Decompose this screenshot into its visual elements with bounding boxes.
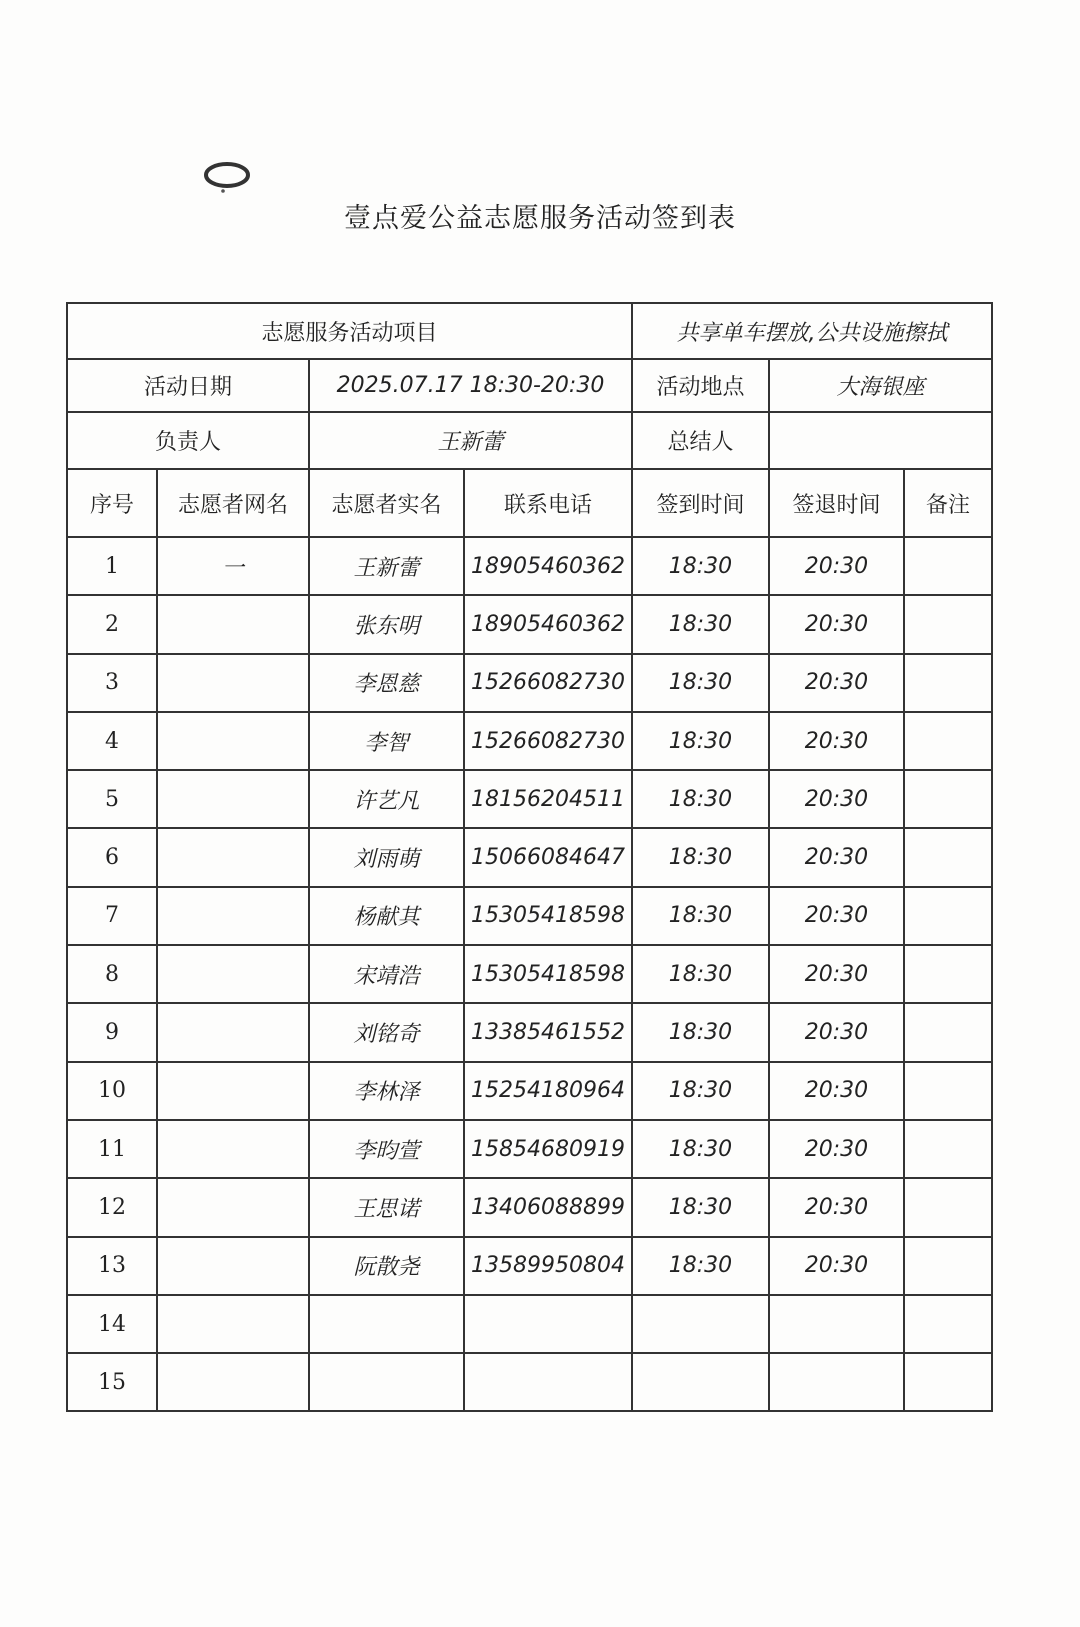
- leader-row: [67, 412, 992, 469]
- cell-seq: 11: [67, 1120, 157, 1178]
- cell-nickname: [157, 1353, 309, 1411]
- sign-in-sheet: [66, 302, 993, 1412]
- cell-note: [904, 1295, 992, 1353]
- cell-note: [904, 1003, 992, 1061]
- header-row: [67, 469, 992, 537]
- cell-note: [904, 1353, 992, 1411]
- cell-nickname: [157, 1120, 309, 1178]
- header-real-name: 志愿者实名: [309, 469, 464, 537]
- summarizer-label: 总结人: [632, 412, 769, 469]
- cell-note: [904, 654, 992, 712]
- cell-seq: 10: [67, 1062, 157, 1120]
- cell-nickname: [157, 1295, 309, 1353]
- table-row: [67, 945, 992, 1003]
- cell-phone: 15305418598: [464, 945, 632, 1003]
- logo-mark-icon: [203, 160, 255, 194]
- table-row: [67, 1062, 992, 1120]
- header-nickname: 志愿者网名: [157, 469, 309, 537]
- cell-nickname: [157, 887, 309, 945]
- cell-note: [904, 1178, 992, 1236]
- cell-sign-out-time: 20:30: [769, 887, 904, 945]
- cell-note: [904, 595, 992, 653]
- cell-note: [904, 1120, 992, 1178]
- cell-sign-in-time: 18:30: [632, 770, 769, 828]
- header-sign-out-time: 签退时间: [769, 469, 904, 537]
- cell-sign-out-time: 20:30: [769, 828, 904, 886]
- cell-real-name: [309, 1295, 464, 1353]
- project-value: 共享单车摆放,公共设施擦拭: [632, 303, 992, 359]
- cell-sign-out-time: 20:30: [769, 770, 904, 828]
- cell-seq: 7: [67, 887, 157, 945]
- cell-sign-in-time: 18:30: [632, 1062, 769, 1120]
- cell-phone: 18905460362: [464, 595, 632, 653]
- cell-sign-in-time: 18:30: [632, 1237, 769, 1295]
- cell-seq: 8: [67, 945, 157, 1003]
- cell-phone: 15266082730: [464, 654, 632, 712]
- cell-phone: 13589950804: [464, 1237, 632, 1295]
- location-value: 大海银座: [769, 359, 992, 412]
- summarizer-value: [769, 412, 992, 469]
- cell-note: [904, 537, 992, 595]
- table-row: [67, 1003, 992, 1061]
- date-value: 2025.07.17 18:30-20:30: [309, 359, 632, 412]
- cell-nickname: 一: [157, 537, 309, 595]
- header-sign-in-time: 签到时间: [632, 469, 769, 537]
- cell-real-name: 许艺凡: [309, 770, 464, 828]
- cell-nickname: [157, 712, 309, 770]
- header-note: 备注: [904, 469, 992, 537]
- cell-sign-out-time: 20:30: [769, 945, 904, 1003]
- cell-real-name: 刘雨萌: [309, 828, 464, 886]
- cell-seq: 3: [67, 654, 157, 712]
- cell-real-name: 宋靖浩: [309, 945, 464, 1003]
- table-row: [67, 1237, 992, 1295]
- cell-real-name: 李恩慈: [309, 654, 464, 712]
- date-label: 活动日期: [67, 359, 309, 412]
- cell-phone: 13385461552: [464, 1003, 632, 1061]
- cell-sign-out-time: 20:30: [769, 537, 904, 595]
- cell-nickname: [157, 1003, 309, 1061]
- cell-sign-out-time: 20:30: [769, 654, 904, 712]
- table-row: [67, 712, 992, 770]
- cell-sign-in-time: 18:30: [632, 712, 769, 770]
- cell-note: [904, 712, 992, 770]
- table-row: [67, 537, 992, 595]
- cell-seq: 1: [67, 537, 157, 595]
- cell-sign-out-time: [769, 1295, 904, 1353]
- table-row: [67, 770, 992, 828]
- cell-seq: 4: [67, 712, 157, 770]
- cell-sign-out-time: 20:30: [769, 1062, 904, 1120]
- cell-sign-in-time: [632, 1353, 769, 1411]
- leader-value: 王新蕾: [309, 412, 632, 469]
- cell-real-name: 李昀萱: [309, 1120, 464, 1178]
- cell-phone: 15254180964: [464, 1062, 632, 1120]
- table-row: [67, 1295, 992, 1353]
- cell-real-name: 王思诺: [309, 1178, 464, 1236]
- date-row: [67, 359, 992, 412]
- cell-nickname: [157, 1237, 309, 1295]
- cell-phone: 18905460362: [464, 537, 632, 595]
- cell-sign-in-time: [632, 1295, 769, 1353]
- project-row: [67, 303, 992, 359]
- cell-seq: 14: [67, 1295, 157, 1353]
- cell-real-name: 王新蕾: [309, 537, 464, 595]
- cell-phone: [464, 1353, 632, 1411]
- cell-phone: 13406088899: [464, 1178, 632, 1236]
- cell-note: [904, 945, 992, 1003]
- cell-sign-out-time: [769, 1353, 904, 1411]
- cell-sign-out-time: 20:30: [769, 1178, 904, 1236]
- cell-nickname: [157, 770, 309, 828]
- cell-nickname: [157, 828, 309, 886]
- cell-seq: 15: [67, 1353, 157, 1411]
- cell-note: [904, 1237, 992, 1295]
- cell-note: [904, 770, 992, 828]
- cell-phone: 15305418598: [464, 887, 632, 945]
- cell-real-name: 李智: [309, 712, 464, 770]
- cell-sign-out-time: 20:30: [769, 1120, 904, 1178]
- cell-sign-in-time: 18:30: [632, 828, 769, 886]
- cell-real-name: 李林泽: [309, 1062, 464, 1120]
- cell-sign-out-time: 20:30: [769, 595, 904, 653]
- header-seq: 序号: [67, 469, 157, 537]
- cell-real-name: 刘铭奇: [309, 1003, 464, 1061]
- cell-phone: 18156204511: [464, 770, 632, 828]
- cell-sign-in-time: 18:30: [632, 654, 769, 712]
- table-row: [67, 1120, 992, 1178]
- cell-sign-in-time: 18:30: [632, 945, 769, 1003]
- cell-sign-in-time: 18:30: [632, 1178, 769, 1236]
- cell-sign-in-time: 18:30: [632, 1003, 769, 1061]
- location-label: 活动地点: [632, 359, 769, 412]
- cell-nickname: [157, 945, 309, 1003]
- cell-seq: 9: [67, 1003, 157, 1061]
- cell-nickname: [157, 1062, 309, 1120]
- cell-nickname: [157, 595, 309, 653]
- cell-sign-in-time: 18:30: [632, 595, 769, 653]
- table-row: [67, 654, 992, 712]
- cell-seq: 2: [67, 595, 157, 653]
- cell-sign-in-time: 18:30: [632, 537, 769, 595]
- cell-nickname: [157, 654, 309, 712]
- header-phone: 联系电话: [464, 469, 632, 537]
- cell-seq: 13: [67, 1237, 157, 1295]
- cell-phone: [464, 1295, 632, 1353]
- cell-phone: 15066084647: [464, 828, 632, 886]
- table-row: [67, 1178, 992, 1236]
- table-row: [67, 1353, 992, 1411]
- cell-real-name: 张东明: [309, 595, 464, 653]
- cell-real-name: [309, 1353, 464, 1411]
- cell-sign-in-time: 18:30: [632, 887, 769, 945]
- cell-sign-out-time: 20:30: [769, 1237, 904, 1295]
- cell-nickname: [157, 1178, 309, 1236]
- cell-sign-out-time: 20:30: [769, 1003, 904, 1061]
- table-row: [67, 595, 992, 653]
- cell-note: [904, 828, 992, 886]
- cell-real-name: 杨献其: [309, 887, 464, 945]
- cell-seq: 6: [67, 828, 157, 886]
- cell-real-name: 阮散尧: [309, 1237, 464, 1295]
- leader-label: 负责人: [67, 412, 309, 469]
- cell-seq: 5: [67, 770, 157, 828]
- cell-seq: 12: [67, 1178, 157, 1236]
- cell-phone: 15266082730: [464, 712, 632, 770]
- cell-phone: 15854680919: [464, 1120, 632, 1178]
- page-title: 壹点爱公益志愿服务活动签到表: [344, 203, 736, 234]
- table-row: [67, 828, 992, 886]
- table-row: [67, 887, 992, 945]
- project-label: 志愿服务活动项目: [67, 303, 632, 359]
- cell-note: [904, 1062, 992, 1120]
- cell-note: [904, 887, 992, 945]
- cell-sign-out-time: 20:30: [769, 712, 904, 770]
- cell-sign-in-time: 18:30: [632, 1120, 769, 1178]
